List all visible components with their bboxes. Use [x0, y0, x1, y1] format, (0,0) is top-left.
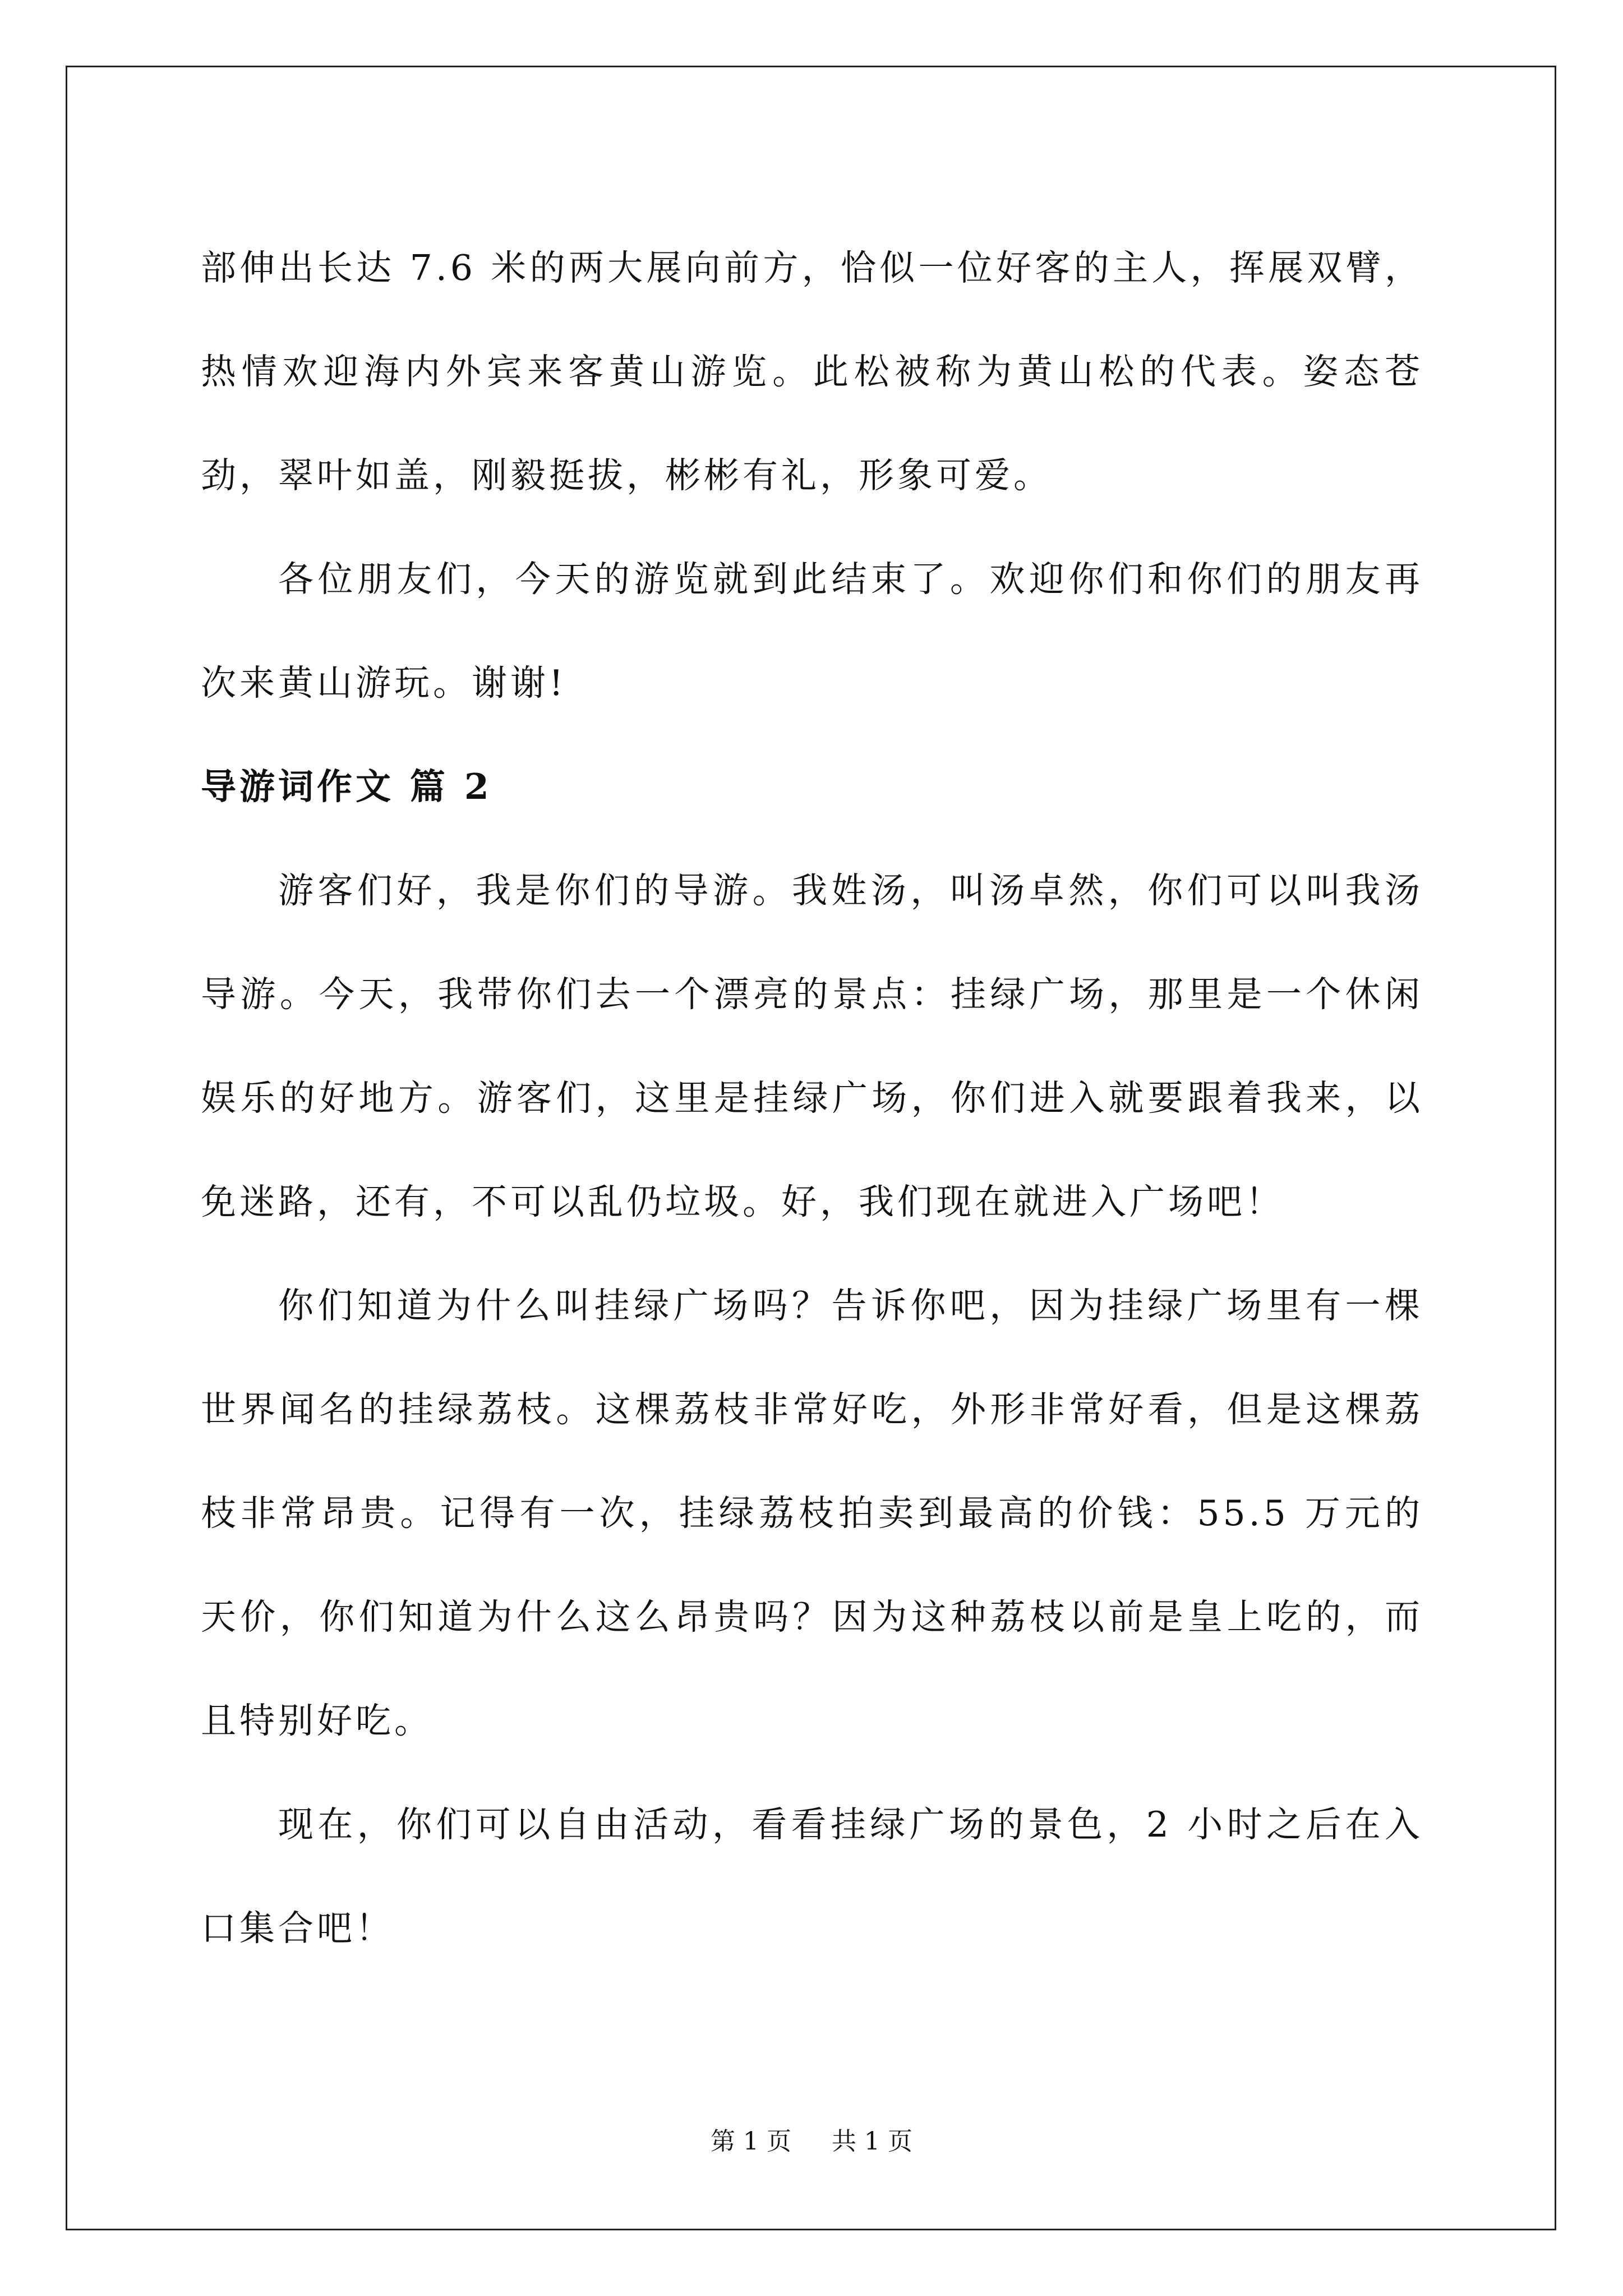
section-heading: 导游词作文 篇 2: [201, 766, 492, 807]
page-footer: [0, 2125, 1623, 2159]
paragraph-intro: 游客们好，我是你们的导游。我姓汤，叫汤卓然，你们可以叫我汤导游。今天，我带你们去一个漂亮的景点：挂绿广场，那里是一个休闲娱乐的好地方。游客们，这里是挂绿广场，你们进入就要跟着我来，以免迷路，还有，不可以乱仍垃圾。好，我们现在就进入广场吧！: [201, 870, 1423, 1222]
paragraph-lychee: 你们知道为什么叫挂绿广场吗？告诉你吧，因为挂绿广场里有一棵世界闻名的挂绿荔枝。这棵荔枝非常好吃，外形非常好看，但是这棵荔枝非常昂贵。记得有一次，挂绿荔枝拍卖到最高的价钱：55.5 万元的天价，你们知道为什么这么昂贵吗？因为这种荔枝以前是皇上吃的，而且特别好吃。: [201, 1285, 1423, 1741]
page-number-total: 共 1 页: [832, 2127, 912, 2156]
paragraph-continued: 部伸出长达 7.6 米的两大展向前方，恰似一位好客的主人，挥展双臂，热情欢迎海内外宾来客黄山游览。此松被称为黄山松的代表。姿态苍劲，翠叶如盖，刚毅挺拔，彬彬有礼，形象可爱。: [201, 247, 1423, 496]
page-number-current: 第 1 页: [711, 2127, 791, 2156]
paragraph-closing: 各位朋友们，今天的游览就到此结束了。欢迎你们和你们的朋友再次来黄山游玩。谢谢!: [201, 559, 1423, 703]
paragraph-free-time: 现在，你们可以自由活动，看看挂绿广场的景色，2 小时之后在入口集合吧！: [201, 1804, 1423, 1949]
document-body: [201, 216, 1423, 1980]
